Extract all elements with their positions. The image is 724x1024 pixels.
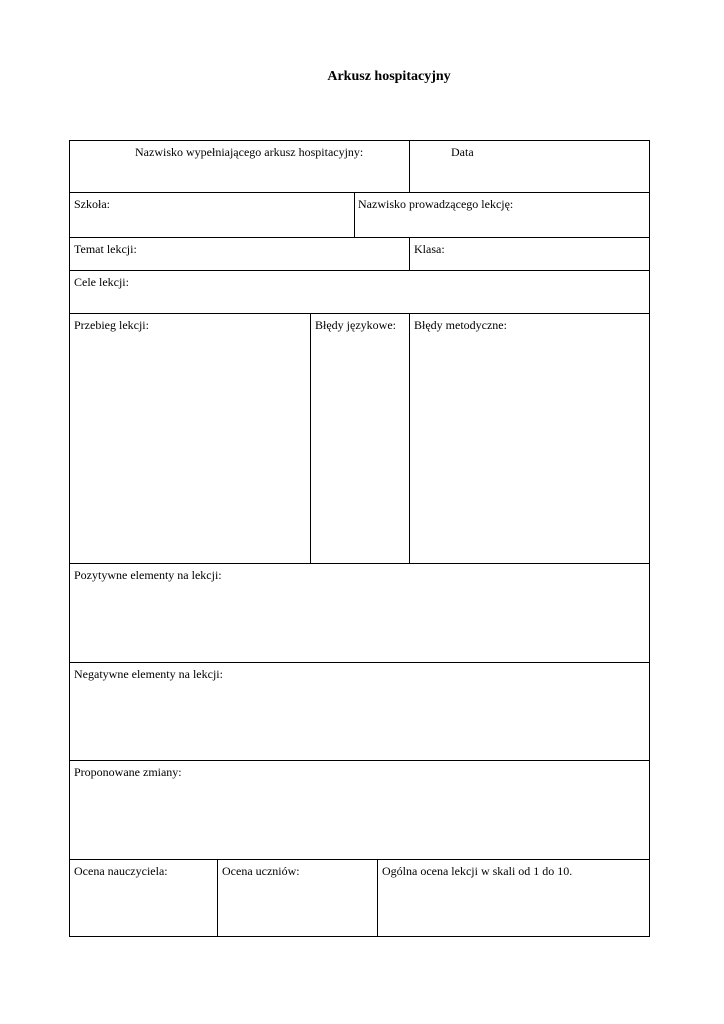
lesson-topic-label: Temat lekcji: — [74, 242, 137, 256]
lesson-course-label: Przebieg lekcji: — [74, 318, 149, 332]
teacher-rating-cell[interactable] — [69, 859, 218, 937]
lesson-topic-cell[interactable] — [69, 237, 410, 271]
methodical-errors-cell[interactable] — [409, 313, 650, 564]
teacher-rating-label: Ocena nauczyciela: — [74, 864, 168, 878]
document-title: Arkusz hospitacyjny — [327, 69, 451, 84]
positive-elements-cell[interactable] — [69, 563, 650, 663]
proposed-changes-label: Proponowane zmiany: — [74, 765, 182, 779]
students-rating-label: Ocena uczniów: — [222, 864, 300, 878]
proposed-changes-cell[interactable] — [69, 760, 650, 860]
students-rating-cell[interactable] — [217, 859, 378, 937]
lesson-course-cell[interactable] — [69, 313, 311, 564]
overall-rating-label: Ogólna ocena lekcji w skali od 1 do 10. — [382, 864, 573, 878]
negative-elements-label: Negatywne elementy na lekcji: — [74, 667, 223, 681]
lesson-goals-cell[interactable] — [69, 270, 650, 314]
date-cell[interactable] — [409, 140, 650, 193]
methodical-errors-label: Błędy metodyczne: — [414, 318, 507, 332]
evaluator-name-label: Nazwisko wypełniającego arkusz hospitacyjny: — [135, 145, 364, 159]
language-errors-label: Błędy językowe: — [315, 318, 396, 332]
teacher-name-cell[interactable] — [354, 192, 650, 238]
lesson-goals-label: Cele lekcji: — [74, 275, 129, 289]
date-label: Data — [451, 145, 474, 159]
class-cell[interactable] — [409, 237, 650, 271]
teacher-name-label: Nazwisko prowadzącego lekcję: — [358, 197, 514, 211]
class-label: Klasa: — [414, 242, 445, 256]
school-cell[interactable] — [69, 192, 355, 238]
overall-rating-cell[interactable] — [377, 859, 650, 937]
school-label: Szkoła: — [74, 197, 110, 211]
positive-elements-label: Pozytywne elementy na lekcji: — [74, 568, 222, 582]
evaluator-name-cell[interactable] — [69, 140, 410, 193]
negative-elements-cell[interactable] — [69, 662, 650, 761]
language-errors-cell[interactable] — [310, 313, 410, 564]
